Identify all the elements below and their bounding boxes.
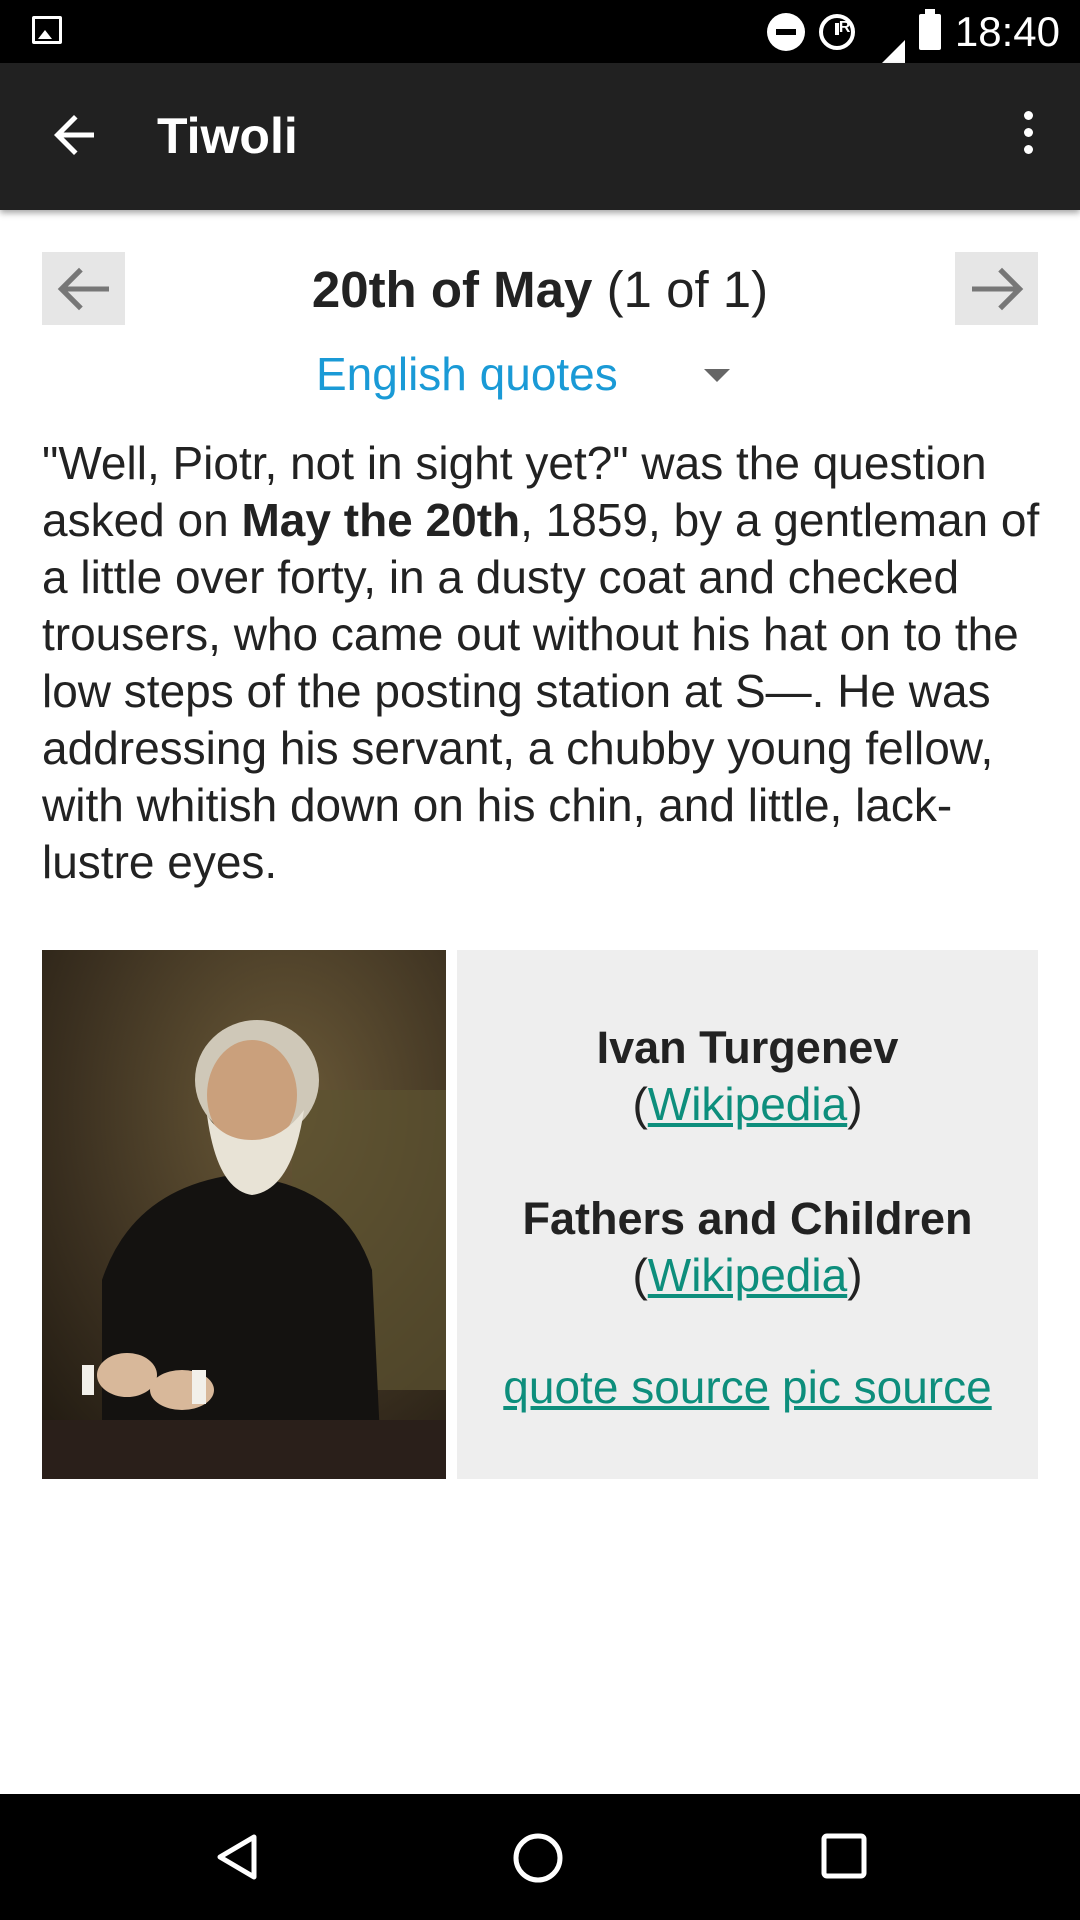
more-vert-icon (1024, 111, 1033, 120)
date-title (140, 260, 940, 319)
language-label: English quotes (316, 348, 618, 400)
book-title: Fathers and Children (522, 1193, 973, 1244)
roaming-indicator: R (838, 18, 851, 36)
pic-source-link[interactable]: pic source (782, 1361, 992, 1413)
square-recents-icon (820, 1832, 868, 1880)
author-portrait (42, 950, 446, 1479)
book-wikipedia-link[interactable]: Wikipedia (647, 1249, 848, 1301)
source-links (457, 1360, 1038, 1414)
info-card (457, 950, 1038, 1479)
quote-highlight: May the 20th (241, 494, 521, 546)
next-day-button[interactable] (955, 252, 1038, 325)
date-label: 20th of May (311, 261, 593, 318)
date-count: (1 of 1) (606, 261, 769, 318)
overflow-menu-button[interactable] (1016, 111, 1040, 161)
circle-home-icon (512, 1832, 564, 1884)
book-wiki-line: (Wikipedia) (632, 1249, 863, 1301)
do-not-disturb-icon (767, 13, 805, 51)
back-button[interactable] (44, 105, 104, 165)
signal-icon (838, 18, 905, 41)
nav-recents-button[interactable] (820, 1832, 868, 1885)
author-wikipedia-link[interactable]: Wikipedia (647, 1078, 848, 1130)
nav-back-button[interactable] (212, 1832, 262, 1887)
author-wiki-line: (Wikipedia) (632, 1078, 863, 1130)
app-title: Tiwoli (157, 108, 298, 164)
triangle-back-icon (212, 1832, 262, 1882)
status-time: 18:40 (954, 7, 1060, 55)
dropdown-caret-icon (704, 369, 730, 382)
arrow-back-icon (44, 105, 104, 165)
quote-source-link[interactable]: quote source (503, 1361, 770, 1413)
arrow-right-icon (967, 264, 1027, 314)
arrow-left-icon (54, 264, 114, 314)
language-dropdown[interactable] (300, 345, 730, 405)
status-bar (0, 0, 1080, 63)
app-bar (0, 63, 1080, 210)
gallery-icon (32, 16, 62, 44)
previous-day-button[interactable] (42, 252, 125, 325)
nav-home-button[interactable] (512, 1832, 564, 1889)
author-name: Ivan Turgenev (596, 1022, 899, 1073)
system-nav-bar (0, 1794, 1080, 1920)
quote-text: "Well, Piotr, not in sight yet?" was the question asked on May the 20th, 1859, by a gentleman of a little over forty, in a dusty coat and checked trousers, who came out without his hat on to the low steps of the posting station at S—. He was addressing his servant, a chubby young fellow, with whitish down on his chin, and little, lack-lustre eyes. (42, 437, 1040, 888)
battery-icon (919, 14, 941, 50)
